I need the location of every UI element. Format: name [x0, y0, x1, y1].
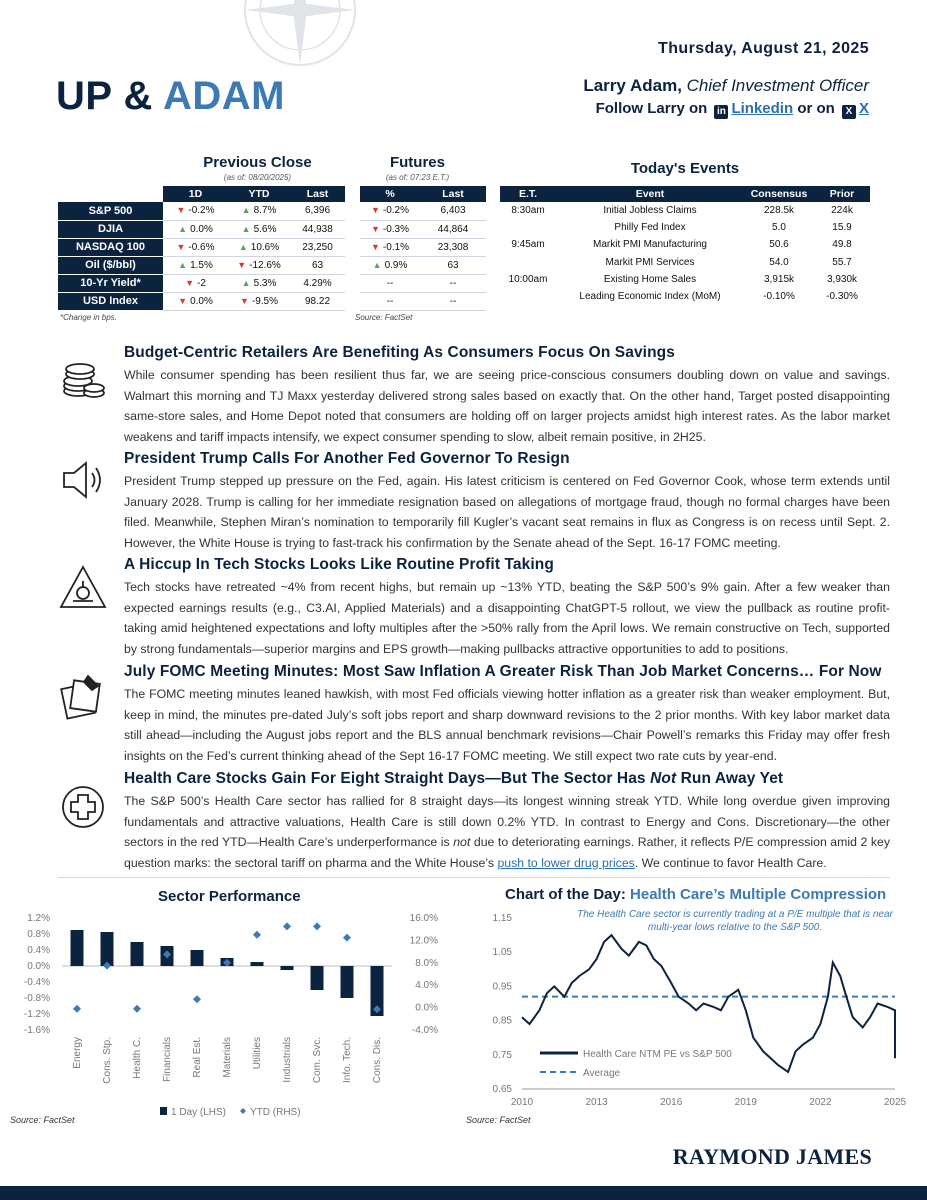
sector-1d-bar — [131, 942, 144, 966]
event-consensus: 50.6 — [769, 239, 789, 251]
down-arrow-icon: ▼ — [176, 205, 186, 216]
sector-category-label: Com. Svc. — [312, 1037, 323, 1084]
logo-part-1: UP & — [56, 74, 153, 118]
rhs-tick-label: 8.0% — [415, 957, 438, 969]
down-arrow-icon: ▼ — [178, 295, 188, 306]
futures-last — [420, 238, 486, 256]
event-row — [500, 202, 870, 219]
cotd-chart — [470, 905, 910, 1115]
cotd-y-tick-label: 0.75 — [492, 1049, 512, 1061]
article-5-title — [124, 770, 890, 788]
up-arrow-icon: ▲ — [372, 259, 382, 270]
down-arrow-icon: ▼ — [239, 295, 249, 306]
event-event: Philly Fed Index — [614, 222, 686, 234]
futures-title: Futures — [389, 154, 445, 171]
futures-last — [420, 256, 486, 274]
lhs-tick-label: -0.4% — [23, 977, 50, 988]
event-event: Markit PMI Services — [605, 256, 695, 268]
article-4-body: The FOMC meeting minutes leaned hawkish, with most Fed officials viewing hotter inflation as a greater risk than weaker employment. But, keep in mind, the minutes pre-dated July’s soft jobs report and sharp downward revisions to the 2 prior months. With key labor market data still ahead—including the August jobs report and the BLS annual benchmark revisions—Chair Powell’s remarks this Friday may offer fresh insights on the Fed’s current thinking ahead of the Sept 16-17 FOMC meeting. We still expect two rate cuts by year-end. — [124, 687, 890, 763]
sector-1d-bar — [281, 966, 294, 970]
sector-1d-bar — [71, 930, 84, 966]
sector-category-label: Info. Tech. — [342, 1037, 353, 1083]
or-text: or on — [797, 100, 835, 117]
legend-ytd-swatch — [240, 1108, 246, 1114]
cotd-x-tick-label: 2016 — [660, 1097, 683, 1108]
down-arrow-icon: ▼ — [237, 259, 247, 270]
market-1d — [163, 238, 228, 256]
market-ytd-value: 10.6% — [250, 241, 280, 253]
market-last-value: 23,250 — [302, 241, 333, 253]
col-event: Event — [556, 186, 744, 202]
lhs-tick-label: -0.8% — [23, 993, 50, 1004]
market-1d — [163, 256, 228, 274]
lhs-tick-label: 0.4% — [27, 945, 50, 956]
event-consensus: 54.0 — [769, 256, 789, 268]
legend-1d-label: 1 Day (LHS) — [171, 1107, 227, 1118]
futures-last-value: 44,864 — [437, 223, 469, 235]
market-name — [58, 202, 163, 220]
article-5 — [124, 770, 890, 873]
event-time — [500, 254, 556, 271]
market-table — [58, 186, 486, 311]
previous-close-title: Previous Close — [203, 154, 312, 171]
down-arrow-icon: ▼ — [370, 223, 380, 234]
lhs-tick-label: 1.2% — [27, 913, 50, 924]
futures-last-value: -- — [449, 277, 457, 289]
article-1 — [124, 344, 890, 447]
market-1d-value: -2 — [197, 277, 206, 289]
market-1d — [163, 202, 228, 220]
drug-prices-link[interactable]: push to lower drug prices — [497, 855, 635, 870]
cotd-x-tick-label: 2013 — [585, 1097, 608, 1108]
market-row — [58, 202, 486, 220]
futures-pct-value: 0.9% — [384, 259, 408, 271]
event-row — [500, 236, 870, 253]
sector-category-label: Cons. Stp. — [102, 1037, 113, 1084]
market-ytd-value: 8.7% — [253, 205, 277, 217]
event-consensus: 5.0 — [772, 222, 786, 234]
market-ytd — [228, 274, 290, 292]
sector-category-label: Financials — [162, 1037, 173, 1083]
coins-icon — [58, 355, 108, 405]
author-byline — [583, 76, 869, 96]
legend-avg-label: Average — [583, 1068, 621, 1079]
event-event: Markit PMI Manufacturing — [593, 239, 707, 251]
futures-last — [420, 274, 486, 292]
up-arrow-icon: ▲ — [241, 205, 251, 216]
market-ytd-value: 5.3% — [253, 277, 277, 289]
cotd-y-tick-label: 1.15 — [492, 913, 512, 924]
medical-cross-icon — [58, 782, 108, 832]
sector-category-label: Energy — [72, 1037, 83, 1069]
speaker-icon — [58, 455, 108, 505]
event-consensus: 228.5k — [763, 205, 795, 217]
event-event: Existing Home Sales — [603, 273, 697, 285]
rhs-tick-label: 4.0% — [415, 980, 438, 992]
report-date: Thursday, August 21, 2025 — [658, 40, 869, 57]
event-prior: -0.30% — [826, 291, 858, 303]
market-ytd-value: -12.6% — [249, 259, 281, 271]
market-source: Source: FactSet — [355, 313, 413, 322]
article-2-body: President Trump stepped up pressure on the Fed, again. His latest criticism is centered on Fed Governor Cook, whose term extends until January 2028. Trump is calling for her immediate resignation based on allegations of mortgage fraud, though no formal charges have been filed. Meanwhile, Stephen Miran’s nomination to temporarily fill Kugler’s vacant seat remains in flux as Congress is on recess until Sept. 2. However, the White House is trying to fast-track his confirmation by the Senate ahead of the Sept. 16-17 FOMC meeting. — [124, 474, 890, 550]
event-time — [500, 288, 556, 305]
article-5-title-emphasis: Not — [650, 770, 677, 787]
article-5-title-part2: Run Away Yet — [676, 770, 784, 787]
sector-ytd-point — [193, 995, 201, 1003]
up-arrow-icon: ▲ — [178, 223, 188, 234]
cotd-x-tick-label: 2025 — [883, 1097, 907, 1108]
legend-1d-swatch — [160, 1107, 167, 1115]
market-name-value: Oil ($/bbl) — [85, 259, 136, 271]
market-name — [58, 256, 163, 274]
sector-ytd-point — [313, 922, 321, 930]
up-arrow-icon: ▲ — [238, 241, 248, 252]
gap-cell — [345, 238, 360, 256]
event-time: 8:30am — [511, 205, 545, 217]
market-name-value: S&P 500 — [88, 204, 133, 217]
cotd-title-blue: Health Care’s Multiple Compression — [630, 886, 887, 903]
down-arrow-icon: ▼ — [176, 241, 186, 252]
futures-pct-value: -0.1% — [382, 241, 410, 253]
x-link[interactable]: X — [858, 100, 869, 117]
futures-pct-value: -- — [386, 277, 394, 289]
futures-pct — [360, 220, 420, 238]
market-name-value: USD Index — [82, 295, 138, 307]
market-last-value: 6,396 — [304, 205, 331, 217]
futures-pct — [360, 202, 420, 220]
event-row — [500, 254, 870, 271]
market-name-value: NASDAQ 100 — [75, 241, 146, 253]
footer-bar — [0, 1186, 927, 1200]
futures-last — [420, 292, 486, 310]
cotd-y-tick-label: 0.95 — [492, 981, 512, 993]
cotd-source: Source: FactSet — [466, 1115, 531, 1125]
market-1d-value: -0.6% — [188, 241, 215, 253]
legend-series-label: Health Care NTM PE vs S&P 500 — [583, 1049, 732, 1060]
event-prior: 15.9 — [832, 222, 852, 234]
sector-ytd-point — [73, 1005, 81, 1013]
futures-pct — [360, 292, 420, 310]
market-1d-value: 1.5% — [190, 259, 213, 271]
futures-last-value: 23,308 — [437, 241, 469, 253]
article-2-title: President Trump Calls For Another Fed Governor To Resign — [124, 450, 570, 467]
down-arrow-icon: ▼ — [185, 277, 194, 288]
market-name-value: DJIA — [97, 223, 124, 235]
futures-pct — [360, 274, 420, 292]
event-prior: 224k — [831, 205, 853, 217]
market-name-value: 10-Yr Yield* — [80, 277, 141, 289]
market-ytd-value: 5.6% — [253, 223, 277, 235]
cotd-y-tick-label: 1.05 — [492, 947, 512, 959]
futures-last-value: 6,403 — [440, 205, 466, 217]
notes-icon — [58, 672, 108, 722]
sector-1d-bar — [101, 932, 114, 966]
market-last — [290, 238, 345, 256]
article-5-body-emphasis: not — [453, 835, 471, 849]
events-table — [500, 186, 870, 305]
market-ytd — [228, 238, 290, 256]
market-footnote: *Change in bps. — [60, 313, 117, 322]
sector-ytd-point — [343, 934, 351, 942]
up-arrow-icon: ▲ — [178, 259, 188, 270]
follow-line — [596, 100, 869, 119]
sector-category-label: Materials — [222, 1037, 233, 1078]
cotd-annotation: The Health Care sector is currently trading at a P/E multiple that is near multi-year lows relative to the S&P 500. — [577, 909, 893, 933]
market-row — [58, 292, 486, 310]
market-1d — [163, 274, 228, 292]
col-prior: Prior — [814, 186, 870, 202]
market-header-row — [58, 186, 486, 202]
event-consensus: -0.10% — [763, 291, 795, 303]
up-arrow-icon: ▲ — [241, 277, 251, 288]
market-ytd — [228, 202, 290, 220]
down-arrow-icon: ▼ — [370, 241, 380, 252]
up-arrow-icon: ▲ — [241, 223, 251, 234]
market-name — [58, 238, 163, 256]
author-name: Larry Adam, — [583, 76, 682, 95]
gap-header — [345, 186, 360, 202]
market-last-value: 63 — [311, 259, 324, 271]
sector-category-label: Cons. Dis. — [372, 1037, 383, 1084]
article-1-title: Budget-Centric Retailers Are Benefiting As Consumers Focus On Savings — [124, 344, 675, 361]
futures-pct — [360, 238, 420, 256]
cotd-y-tick-label: 0.85 — [492, 1015, 512, 1027]
market-ytd — [228, 220, 290, 238]
event-event: Initial Jobless Claims — [603, 205, 697, 217]
sector-ytd-point — [133, 1005, 141, 1013]
article-5-body-part3: . We continue to favor Health Care. — [634, 855, 827, 870]
futures-last-value: 63 — [447, 259, 459, 271]
article-5-body — [124, 791, 890, 873]
cotd-title-bold: Chart of the Day: — [505, 886, 626, 903]
cotd-x-tick-label: 2022 — [809, 1097, 832, 1108]
article-4 — [124, 663, 890, 766]
futures-last — [420, 220, 486, 238]
sector-category-label: Industrials — [282, 1037, 293, 1083]
market-row — [58, 256, 486, 274]
gap-cell — [345, 274, 360, 292]
article-5-body-part1: The S&P 500’s Health Care sector has rallied for 8 straight days—its longest winning streak YTD. While long overdue given improving fundamentals and attractive valuations, Health Care is still down 0.2% YTD. In contrast to Energy and Cons. Discretionary—the other sectors in the red YTD—Health Care’s underperformance is — [124, 794, 890, 849]
col-time: E.T. — [500, 186, 556, 202]
futures-asof: (as of: 07:23 E.T.) — [385, 173, 450, 182]
market-last — [290, 202, 345, 220]
col-ytd: YTD — [228, 186, 290, 202]
rhs-tick-label: 0.0% — [415, 1002, 438, 1014]
gap-cell — [345, 256, 360, 274]
event-prior: 3,930k — [826, 273, 858, 285]
sector-ytd-point — [283, 922, 291, 930]
event-time: 10:00am — [508, 273, 548, 285]
sector-chart-source: Source: FactSet — [10, 1115, 75, 1125]
article-2 — [124, 450, 890, 553]
gap-cell — [345, 292, 360, 310]
event-prior: 55.7 — [832, 256, 852, 268]
sector-category-label: Health C. — [132, 1037, 143, 1079]
event-row — [500, 219, 870, 236]
events-header-row — [500, 186, 870, 202]
article-4-title: July FOMC Meeting Minutes: Most Saw Inflation A Greater Risk Than Job Market Concerns… For Now — [124, 663, 882, 680]
event-row — [500, 271, 870, 288]
article-1-body: While consumer spending has been resilient thus far, we are seeing price-conscious consumers doubling down on value and savings. Walmart this morning and TJ Maxx yesterday delivered strong sales based on exactly that. On the other hand, Target posted disappointing same-store sales, and Home Depot noted that consumers are holding off on larger projects amidst high interest rates. As the labor market weakens and tariff impacts intensify, we expect consumer spending to slow, albeit remain positive, in 2H25. — [124, 368, 890, 444]
market-1d — [163, 220, 228, 238]
lhs-tick-label: 0.8% — [27, 929, 50, 940]
follow-text: Follow Larry on — [595, 100, 708, 117]
futures-pct-value: -0.2% — [382, 205, 410, 217]
futures-last-value: -- — [449, 295, 457, 307]
sector-performance-chart — [0, 905, 460, 1120]
market-name — [58, 220, 163, 238]
event-time — [500, 219, 556, 236]
market-last — [290, 292, 345, 310]
lhs-tick-label: -1.6% — [23, 1025, 50, 1036]
market-last — [290, 256, 345, 274]
sector-ytd-point — [253, 931, 261, 939]
market-last — [290, 274, 345, 292]
sector-1d-bar — [311, 966, 324, 990]
sector-1d-bar — [341, 966, 354, 998]
lhs-tick-label: 0.0% — [27, 961, 50, 972]
event-prior: 49.8 — [832, 239, 852, 251]
market-row — [58, 238, 486, 256]
linkedin-link[interactable]: Linkedin — [731, 100, 794, 117]
legend-ytd-label: YTD (RHS) — [250, 1107, 301, 1118]
futures-pct — [360, 256, 420, 274]
futures-last — [420, 202, 486, 220]
x-social-icon[interactable]: X — [842, 105, 856, 119]
sector-category-label: Utilities — [252, 1037, 263, 1070]
sector-category-label: Real Est. — [192, 1037, 203, 1078]
cotd-x-tick-label: 2019 — [734, 1097, 757, 1108]
compass-watermark-icon — [235, 0, 365, 80]
lhs-tick-label: -1.2% — [23, 1009, 50, 1020]
article-5-title-part1: Health Care Stocks Gain For Eight Straight Days—But The Sector Has — [124, 770, 651, 787]
col-1d: 1D — [163, 186, 228, 202]
linkedin-icon[interactable]: in — [714, 105, 728, 119]
rhs-tick-label: 16.0% — [409, 913, 438, 924]
article-3 — [124, 556, 890, 659]
rhs-tick-label: 12.0% — [409, 935, 438, 947]
event-consensus: 3,915k — [763, 273, 795, 285]
market-row — [58, 220, 486, 238]
logo-part-2: ADAM — [162, 74, 285, 118]
market-name — [58, 292, 163, 310]
market-row — [58, 274, 486, 292]
previous-close-asof: (as of: 08/20/2025) — [223, 173, 292, 182]
down-arrow-icon: ▼ — [370, 205, 380, 216]
futures-pct-value: -- — [386, 295, 394, 307]
market-last-value: 44,938 — [302, 223, 333, 235]
market-name — [58, 274, 163, 292]
market-ytd — [228, 292, 290, 310]
market-last-value: 4.29% — [303, 277, 332, 289]
blank-header — [58, 186, 163, 202]
event-row — [500, 288, 870, 305]
gap-cell — [345, 202, 360, 220]
market-ytd-value: -9.5% — [251, 295, 279, 307]
cotd-x-tick-label: 2010 — [510, 1097, 534, 1108]
col-fut-pct: % — [360, 186, 420, 202]
col-consensus: Consensus — [744, 186, 814, 202]
market-1d-value: 0.0% — [190, 295, 213, 307]
gap-cell — [345, 220, 360, 238]
warning-icon — [58, 563, 108, 613]
sector-chart-title: Sector Performance — [158, 888, 301, 905]
article-5-body-part2: due to deteriorating earnings. Rather, it reflects P/E compression amid 2 key question marks: the sectoral tariff on pharma and the White House’s — [124, 835, 891, 870]
market-1d — [163, 292, 228, 310]
publication-logo — [56, 74, 285, 119]
events-title: Today's Events — [630, 160, 740, 177]
event-time: 9:45am — [511, 239, 545, 251]
col-fut-last: Last — [420, 186, 486, 202]
market-1d-value: 0.0% — [190, 223, 213, 235]
rhs-tick-label: -4.0% — [411, 1025, 438, 1036]
market-1d-value: -0.2% — [188, 205, 215, 217]
market-last-value: 98.22 — [304, 295, 331, 307]
sector-1d-bar — [251, 962, 264, 966]
cotd-y-tick-label: 0.65 — [492, 1084, 512, 1095]
section-divider — [58, 877, 890, 878]
article-3-body: Tech stocks have retreated ~4% from recent highs, but remain up ~13% YTD, beating the S&P 500’s 9% gain. After a few weaker than expected earnings results (e.g., C3.AI, Applied Materials) and a disappointing ChatGPT-5 rollout, we view the pullback as routine profit-taking amid heightened expectations and lofty multiples after the >50% rally from the April lows. We remain constructive on Tech, supported by strong fundamentals—superior margins and EPS growth—making pullbacks attractive opportunities to add to positions. — [124, 580, 890, 656]
event-event: Leading Economic Index (MoM) — [579, 291, 721, 303]
market-last — [290, 220, 345, 238]
author-title: Chief Investment Officer — [686, 76, 869, 95]
futures-pct-value: -0.3% — [382, 223, 410, 235]
sector-1d-bar — [191, 950, 204, 966]
col-last: Last — [290, 186, 345, 202]
market-ytd — [228, 256, 290, 274]
raymond-james-logo: RAYMOND JAMES — [672, 1144, 872, 1169]
cotd-title — [505, 886, 886, 903]
article-3-title: A Hiccup In Tech Stocks Looks Like Routine Profit Taking — [124, 556, 554, 573]
